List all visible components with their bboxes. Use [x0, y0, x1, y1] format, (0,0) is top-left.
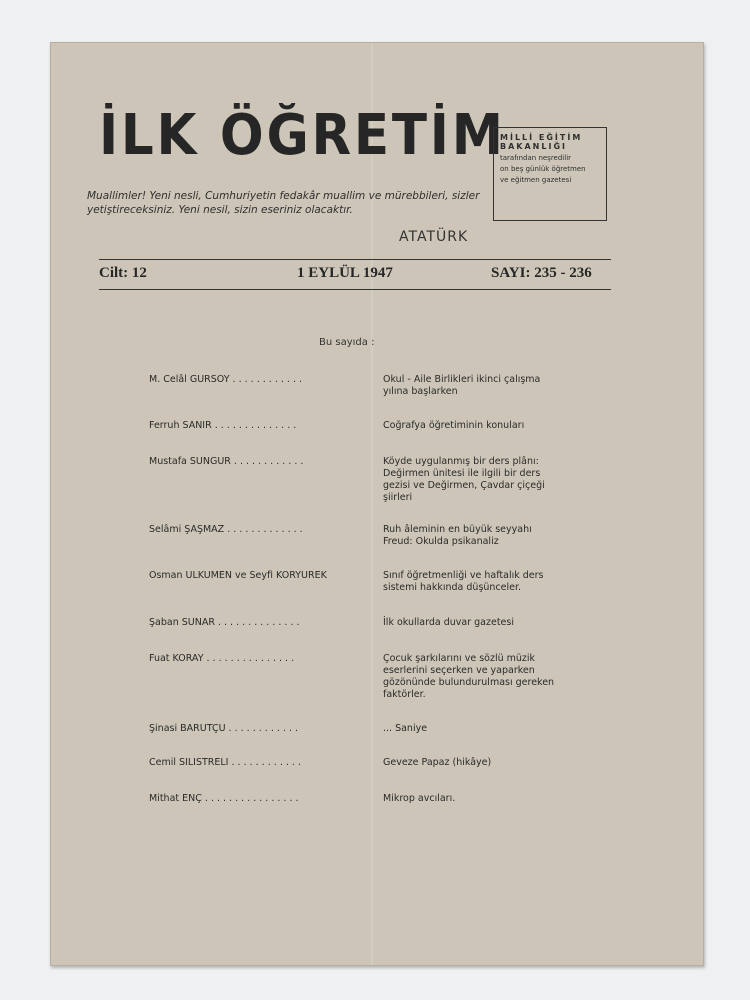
page-fold	[371, 43, 373, 965]
publisher-line: ve eğitmen gazetesi	[500, 176, 572, 184]
publisher-line: BAKANLIĞI	[500, 142, 567, 151]
divider	[99, 289, 611, 290]
article-author: Şaban SUNAR . . . . . . . . . . . . . .	[149, 617, 300, 628]
publisher-line: tarafından neşredilir	[500, 154, 572, 162]
article-author: Cemil SİLİSTRELİ . . . . . . . . . . . .	[149, 757, 301, 768]
publisher-line: MİLLİ EĞİTİM	[500, 133, 583, 142]
article-title: Çocuk şarkılarını ve sözlü müzik eserlerini seçerken ve yaparken gözönünde bulundurulması gereken faktörler.	[383, 653, 555, 700]
publisher-box	[493, 127, 607, 221]
article-title: Köyde uygulanmış bir ders plânı: Değirmen ünitesi ile ilgili bir ders gezisi ve Değirmen, Çavdar çiçeği şiirleri	[383, 456, 545, 503]
article-title: Coğrafya öğretiminin konuları	[383, 420, 525, 431]
article-author: Mustafa SUNGUR . . . . . . . . . . . .	[149, 456, 304, 467]
magazine-cover	[50, 42, 704, 966]
publisher-line: on beş günlük öğretmen	[500, 165, 586, 173]
ataturk-quote: Muallimler! Yeni nesli, Cumhuriyetin fedakâr muallim ve mürebbileri, sizler yetiştireceksiniz. Yeni nesil, sizin eseriniz olacaktır.	[87, 190, 480, 217]
issue-date: 1 EYLÜL 1947	[297, 265, 393, 281]
article-title: Ruh âleminin en büyük seyyahı Freud: Okulda psikanaliz	[383, 524, 532, 547]
divider	[99, 259, 611, 260]
issue-number: SAYI: 235 - 236	[491, 265, 592, 281]
article-author: Ferruh SANIR . . . . . . . . . . . . . .	[149, 420, 297, 431]
article-author: Mithat ENÇ . . . . . . . . . . . . . . . .	[149, 793, 299, 804]
article-title: ... Saniye	[383, 723, 428, 734]
quote-signature: ATATÜRK	[399, 229, 469, 245]
article-author: Selâmi ŞAŞMAZ . . . . . . . . . . . . .	[149, 524, 303, 535]
article-title: Mikrop avcıları.	[383, 793, 456, 804]
article-author: Şinasi BARUTÇU . . . . . . . . . . . .	[149, 723, 298, 734]
article-author: Fuat KORAY . . . . . . . . . . . . . . .	[149, 653, 295, 664]
article-title: Geveze Papaz (hikâye)	[383, 757, 492, 768]
article-title: Sınıf öğretmenliği ve haftalık ders sistemi hakkında düşünceler.	[383, 570, 544, 593]
article-title: Okul - Aile Birlikleri ikinci çalışma yılına başlarken	[383, 374, 541, 397]
article-author: M. Celâl GÜRSOY . . . . . . . . . . . .	[149, 374, 303, 385]
article-author: Osman ÜLKÜMEN ve Seyfi KORYÜREK	[149, 570, 327, 581]
volume-number: Cilt: 12	[99, 265, 147, 281]
magazine-title: İLK ÖĞRETİM	[99, 103, 506, 168]
article-title: İlk okullarda duvar gazetesi	[383, 617, 514, 628]
contents-heading: Bu sayıda :	[319, 337, 375, 348]
